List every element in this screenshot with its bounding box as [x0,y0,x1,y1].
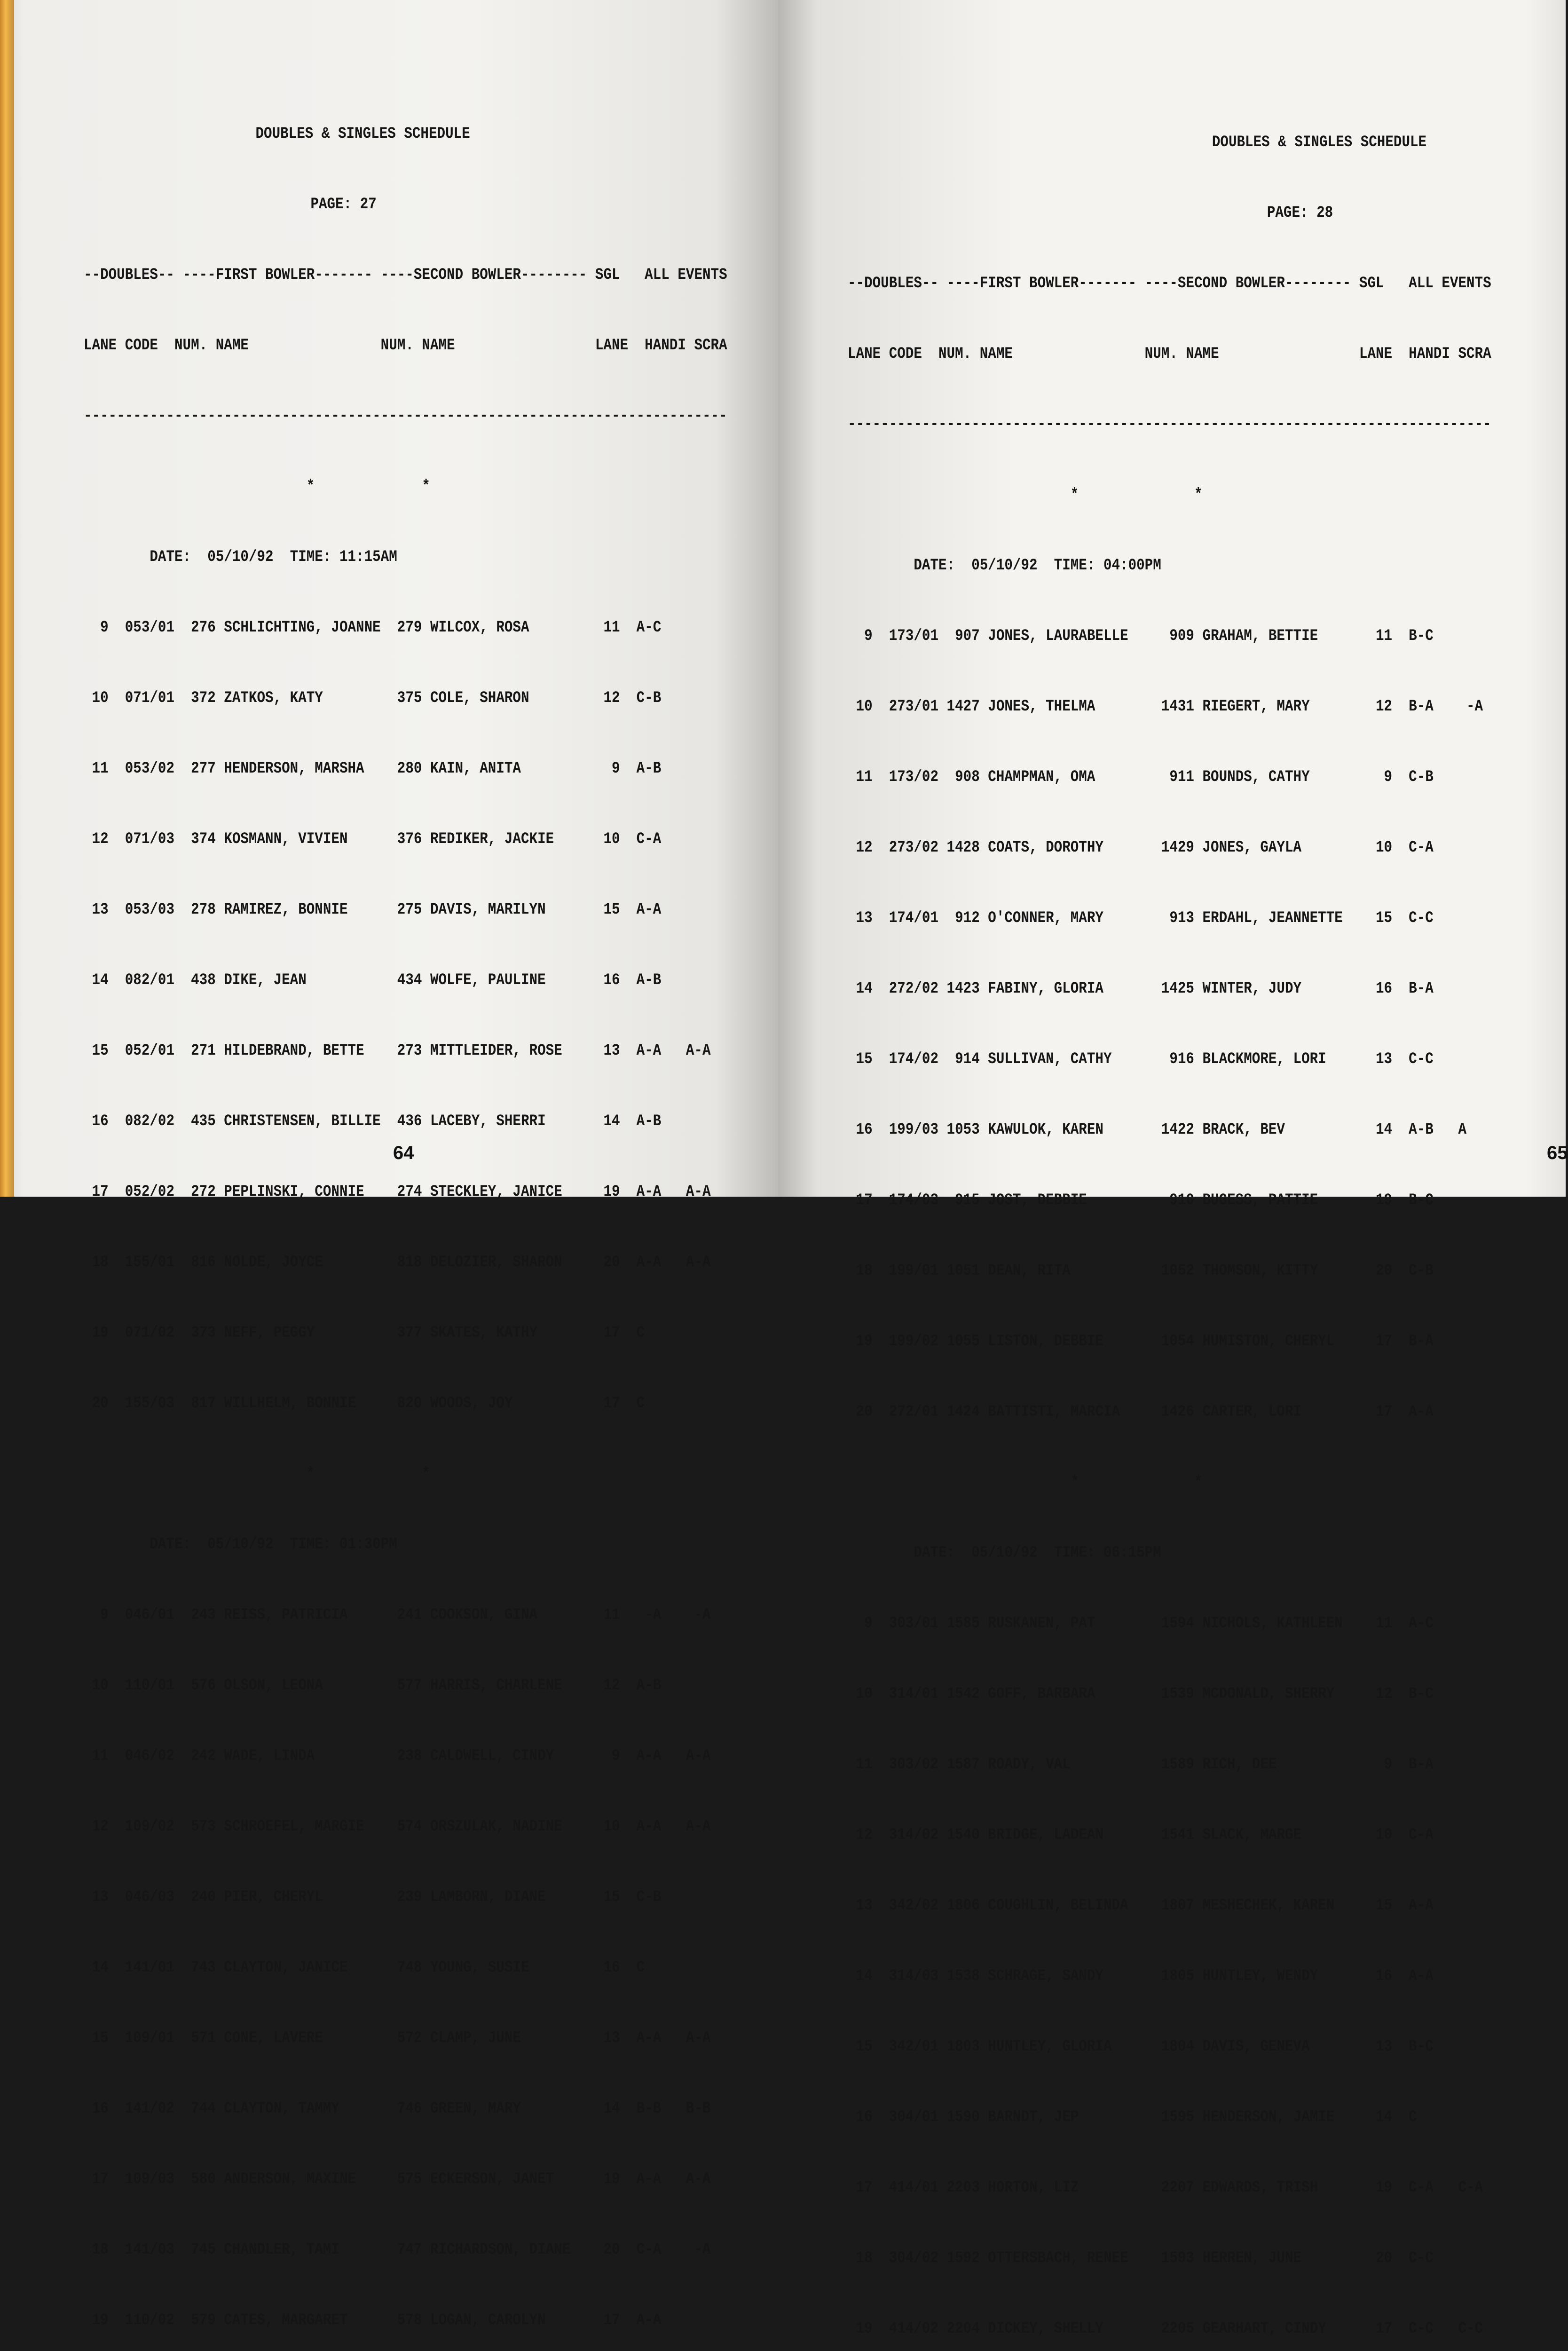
left-page [0,0,778,2329]
table-row: 12 071/03 374 KOSMANN, VIVIEN 376 REDIKER, JACKIE 10 C-A [84,830,662,848]
table-row: 19 071/02 373 NEFF, PEGGY 377 SKATES, KATHY 17 C [84,1324,645,1342]
page-label: PAGE: 27 [310,196,377,213]
table-row: 19 110/02 579 CATES, MARGARET 578 LOGAN, CAROLYN 17 A-A [84,2312,662,2329]
column-header-1: --DOUBLES-- ----FIRST BOWLER------- ----SECOND BOWLER-------- SGL ALL EVENTS [848,275,1491,292]
header-rule: ------------------------------------------------------------------------------ [84,407,727,425]
table-row: 11 173/02 908 CHAMPMAN, OMA 911 BOUNDS, CATHY 9 C-B [848,768,1434,786]
page-edge [0,0,14,1197]
table-row: 10 273/01 1427 JONES, THELMA 1431 RIEGERT, MARY 12 B-A -A [848,698,1483,716]
table-row: 13 342/02 1806 COUGHLIN, BELINDA 1807 MESHECHEK, KAREN 15 A-A [848,1897,1434,1915]
table-row: 16 082/02 435 CHRISTENSEN, BILLIE 436 LACEBY, SHERRI 14 A-B [84,1112,662,1130]
table-row: 12 273/02 1428 COATS, DOROTHY 1429 JONES, GAYLA 10 C-A [848,839,1434,857]
star-marker: * * [848,1474,1203,1491]
table-row: 14 082/01 438 DIKE, JEAN 434 WOLFE, PAULINE 16 A-B [84,971,662,989]
schedule-title: DOUBLES & SINGLES SCHEDULE [1212,134,1427,151]
date-time-line: DATE: 05/10/92 TIME: 04:00PM [848,557,1161,575]
right-page-content [848,84,1491,2351]
star-marker: * * [848,486,1203,504]
table-row: 18 199/01 1051 DEAN, RITA 1052 THOMSON, KITTY 20 C-B [848,1262,1434,1280]
table-row: 14 141/01 743 CLAYTON, JANICE 748 YOUNG, SUSIE 16 C [84,1959,645,1977]
table-row: 9 303/01 1585 RUSKANEN, PAT 1594 NICHOLS, KATHLEEN 11 A-C [848,1615,1434,1633]
table-row: 12 109/02 573 SCHROEFEL, MARGIE 574 ORSZULAK, NADINE 10 A-A A-A [84,1818,711,1836]
page-label: PAGE: 28 [1267,204,1333,222]
table-row: 13 174/01 912 O'CONNER, MARY 913 ERDAHL, JEANNETTE 15 C-C [848,909,1434,927]
table-row: 15 342/01 1803 HUNTLEY, GLORIA 1804 DAVIS, GENEVA 13 B-C [848,2038,1434,2056]
star-marker: * * [84,1465,430,1483]
page-number: 64 [393,1143,414,1163]
table-row: 17 052/02 272 PEPLINSKI, CONNIE 274 STECKLEY, JANICE 19 A-A A-A [84,1183,711,1201]
table-row: 10 110/01 576 OLSON, LEONA 577 HARRIS, CHARLENE 12 A-B [84,1677,662,1695]
left-page-content [84,75,727,2351]
header-rule: ------------------------------------------------------------------------------ [848,416,1491,434]
table-row: 12 314/02 1540 BRIDGE, LADEAN 1541 SLACK, MARGE 10 C-A [848,1826,1434,1844]
date-time-line: DATE: 05/10/92 TIME: 11:15AM [84,548,397,566]
table-row: 16 304/01 1590 BARNDT, JEP 1595 HENDERSON, JAMIE 14 C [848,2108,1417,2126]
table-row: 18 304/02 1592 OTTERSBACH, RENEE 1593 HERREN, JUNE 20 C-C [848,2249,1434,2267]
table-row: 14 314/03 1538 SCHRAGE, SANDY 1805 HUNTLEY, WENDY 16 A-A [848,1967,1434,1985]
table-row: 11 303/02 1587 ROADY, VAL 1589 RICH, DEE 9 B-A [848,1756,1434,1774]
table-row: 15 174/02 914 SULLIVAN, CATHY 916 BLACKMORE, LORI 13 C-C [848,1050,1434,1068]
table-row: 9 046/01 243 REISS, PATRICIA 241 COOKSON, GINA 11 -A -A [84,1606,711,1624]
table-row: 17 109/03 580 ANDERSON, MAXINE 575 ECKERSON, JANET 19 A-A A-A [84,2170,711,2188]
table-row: 11 053/02 277 HENDERSON, MARSHA 280 KAIN, ANITA 9 A-B [84,760,662,778]
table-row: 13 053/03 278 RAMIREZ, BONNIE 275 DAVIS, MARILYN 15 A-A [84,901,662,919]
table-row: 15 052/01 271 HILDEBRAND, BETTE 273 MITTLEIDER, ROSE 13 A-A A-A [84,1042,711,1060]
table-row: 17 174/03 915 JOST, DEBBIE 910 BUGESS, PATTIE 19 B-C [848,1191,1434,1209]
table-row: 10 071/01 372 ZATKOS, KATY 375 COLE, SHARON 12 C-B [84,689,662,707]
table-row: 14 272/02 1423 FABINY, GLORIA 1425 WINTER, JUDY 16 B-A [848,980,1434,998]
date-time-line: DATE: 05/10/92 TIME: 01:30PM [84,1536,397,1554]
right-page [778,0,1568,2338]
table-row: 19 414/02 2204 DICKEY, SHELLY 2205 GEARHART, CINDY 17 C-C C-C [848,2320,1483,2338]
table-row: 19 199/02 1055 LISTON, DEBBIE 1054 HUMISTON, CHERYL 17 B-A [848,1333,1434,1350]
date-time-line: DATE: 05/10/92 TIME: 06:15PM [848,1544,1161,1562]
table-row: 18 155/01 816 NOLDE, JOYCE 818 DELOZIER, SHARON 20 A-A A-A [84,1254,711,1271]
table-row: 9 173/01 907 JONES, LAURABELLE 909 GRAHAM, BETTIE 11 B-C [848,627,1434,645]
column-header-2: LANE CODE NUM. NAME NUM. NAME LANE HANDI SCRA [84,337,727,355]
table-row: 10 314/01 1542 GOFF, BARBARA 1539 MCDONALD, SHERRY 12 B-C [848,1685,1434,1703]
table-row: 18 141/03 745 CHANDLER, TAMI 747 RICHARDSON, DIANE 20 C-A -A [84,2241,711,2259]
table-row: 16 199/03 1053 KAWULOK, KAREN 1422 BRACK, BEV 14 A-B A [848,1121,1467,1139]
schedule-title: DOUBLES & SINGLES SCHEDULE [255,125,470,143]
page-number: 65 [1547,1143,1568,1163]
column-header-2: LANE CODE NUM. NAME NUM. NAME LANE HANDI SCRA [848,345,1491,363]
table-row: 11 046/02 242 WADE, LINDA 238 CALDWELL, CINDY 9 A-A A-A [84,1747,711,1765]
table-row: 20 272/01 1424 BATTISTI, MARCIA 1426 CARTER, LORI 17 A-A [848,1403,1434,1421]
table-row: 15 109/01 571 CONE, LAVERE 572 CLAMP, JUNE 13 A-A A-A [84,2029,711,2047]
table-row: 16 141/02 744 CLAYTON, TAMMY 746 GREEN, MARY 14 B-B B-B [84,2100,711,2118]
column-header-1: --DOUBLES-- ----FIRST BOWLER------- ----SECOND BOWLER-------- SGL ALL EVENTS [84,266,727,284]
table-row: 20 155/03 817 WILLHELM, BONNIE 820 WOODS, JOY 17 C [84,1395,645,1412]
table-row: 17 414/01 2203 HORTON, LIZ 2207 EDWARDS, TRISH 19 C-A C-A [848,2179,1483,2197]
table-row: 9 053/01 276 SCHLICHTING, JOANNE 279 WILCOX, ROSA 11 A-C [84,619,662,637]
star-marker: * * [84,478,430,496]
table-row: 13 046/03 240 PIER, CHERYL 239 LAMBORN, DIANE 15 C-B [84,1888,662,1906]
